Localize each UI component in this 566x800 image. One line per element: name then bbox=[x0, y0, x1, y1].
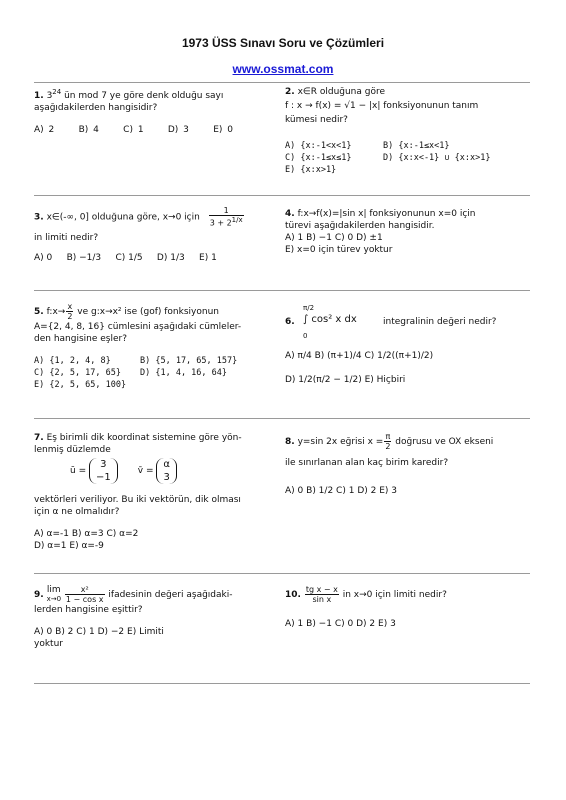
option-d: D) {1, 4, 16, 64} bbox=[140, 368, 227, 378]
question-number: 9. bbox=[34, 590, 44, 600]
question-2: 2. x∈R olduğuna göre f : x → f(x) = √1 − |x| fonksiyonunun tanım kümesi nedir? A) {x:-1<x<1} B) {x:-1≤x<1} C) {x:-1≤x≤1} D) {x:x<-1} ∪ {x:x>1} E) {x:x>1} bbox=[285, 86, 530, 176]
divider bbox=[34, 290, 530, 291]
question-text: aşağıdakilerden hangisidir? bbox=[34, 103, 158, 113]
question-number: 8. bbox=[285, 437, 295, 447]
option-e: E) Hiçbiri bbox=[364, 375, 406, 385]
option-d: D) ±1 bbox=[356, 233, 383, 243]
option-b: B) 1/2 bbox=[306, 486, 334, 496]
option-c: C) α=2 bbox=[106, 529, 139, 539]
vector-u: 3 −1 bbox=[89, 458, 118, 484]
divider bbox=[34, 82, 530, 83]
vector-v: α 3 bbox=[156, 458, 177, 484]
option-b: B) −1 bbox=[306, 233, 332, 243]
question-number: 5. bbox=[34, 307, 44, 317]
option-d: D) 1/3 bbox=[156, 252, 185, 263]
option-c: C) 1/2((π+1)/2) bbox=[364, 351, 434, 361]
question-4: 4. f:x→f(x)=|sin x| fonksiyonunun x=0 için türevi aşağıdakilerden hangisidir. A) 1 B) −1 C) 0 D) ±1 E) x=0 için türev yoktur bbox=[285, 208, 530, 256]
option-a: A) 0 bbox=[285, 486, 304, 496]
question-1: 1. $3^{24}$ ün mod 7 ye göre denk olduğu sayı aşağıdakilerden hangisidir? A) 2 B) 4 C) 1 D) 3 E) 0 bbox=[34, 86, 274, 136]
option-a: A) 0 bbox=[34, 627, 53, 637]
option-a: A) 0 bbox=[34, 252, 53, 263]
option-a: A) 2 bbox=[34, 125, 55, 135]
option-e: E) {2, 5, 65, 100} bbox=[34, 380, 127, 390]
option-b: B) 2 bbox=[55, 627, 74, 637]
site-link[interactable]: www.ossmat.com bbox=[232, 62, 334, 76]
option-e: E) α=-9 bbox=[69, 541, 104, 551]
option-b: B) 4 bbox=[78, 125, 99, 135]
option-d: D) α=1 bbox=[34, 541, 67, 551]
question-number: 2. bbox=[285, 87, 295, 97]
divider bbox=[34, 418, 530, 419]
option-a: A) 1 bbox=[285, 233, 304, 243]
option-a: A) 1 bbox=[285, 619, 304, 629]
question-number: 10. bbox=[285, 590, 301, 600]
option-e: E) Limiti bbox=[127, 627, 164, 637]
question-number: 6. bbox=[285, 317, 295, 327]
option-a: A) α=-1 bbox=[34, 529, 69, 539]
option-c: C) 1 bbox=[123, 125, 144, 135]
option-d: D) 2 bbox=[357, 486, 377, 496]
question-8: 8. y=sin 2x eğrisi x = $\frac{\pi}{2}$ doğrusu ve OX ekseni ile sınırlanan alan kaç birim karedir? A) 0 B) 1/2 C) 1 D) 2 E) 3 bbox=[285, 432, 494, 496]
question-number: 7. bbox=[34, 433, 44, 443]
question-number: 3. bbox=[34, 212, 44, 223]
question-number: 4. bbox=[285, 209, 295, 219]
option-d: D) 3 bbox=[167, 125, 189, 135]
option-c: C) 1 bbox=[336, 486, 355, 496]
option-b: B) {5, 17, 65, 157} bbox=[140, 356, 238, 366]
option-e: E) x=0 için türev yoktur bbox=[285, 245, 393, 255]
option-b: B) {x:-1≤x<1} bbox=[383, 141, 450, 151]
option-b: B) −1 bbox=[306, 619, 332, 629]
divider bbox=[34, 683, 530, 684]
option-e: E) 3 bbox=[378, 619, 396, 629]
option-e: E) 0 bbox=[213, 125, 234, 135]
option-c: C) 1 bbox=[76, 627, 95, 637]
option-b: B) −1/3 bbox=[66, 252, 102, 263]
option-c: C) 0 bbox=[334, 619, 354, 629]
option-c: C) {2, 5, 17, 65} bbox=[34, 368, 121, 378]
option-d: D) −2 bbox=[97, 627, 125, 637]
page-title: 1973 ÜSS Sınavı Soru ve Çözümleri bbox=[181, 36, 385, 50]
option-e: E) {x:x>1} bbox=[285, 165, 337, 175]
option-b: B) (π+1)/4 bbox=[314, 351, 362, 361]
question-9: 9. lim x→0 $\frac{\text{x²}}{\text{1 − cos x}}$ ifadesinin değeri aşağıdaki- lerden hangisine eşittir? A) 0 B) 2 C) 1 D) −2 E) Limiti yoktur bbox=[34, 584, 233, 649]
option-a: A) {x:-1<x<1} bbox=[285, 141, 352, 151]
option-c: C) 0 bbox=[334, 233, 354, 243]
question-10: 10. $\frac{\text{tg x − x}}{\text{sin x}}$ in x→0 için limiti nedir? A) 1 B) −1 C) 0 D) 2 E) 3 bbox=[285, 585, 447, 629]
question-number: 1. bbox=[34, 91, 44, 101]
option-e: E) 1 bbox=[199, 252, 217, 263]
option-c: C) {x:-1≤x≤1} bbox=[285, 153, 352, 163]
option-d: D) 2 bbox=[356, 619, 376, 629]
option-a: A) π/4 bbox=[285, 351, 312, 361]
question-7: 7. Eş birimli dik koordinat sistemine göre yön- lenmiş düzlemde ū = 3 −1 v̄ = α 3 vektörleri veriliyor. Bu iki vektörün, dik olması için α ne olmalıdır? A) α=-1 B) α=3 C) α=2 D) α=1 E) α=-9 bbox=[34, 433, 242, 551]
question-5: 5. f:x→ $\frac{x}{2}$ ve g:x→x² ise (gof) fonksiyonun A={2, 4, 8, 16} cümlesini aşağıdaki cümleler- den hangisine eşler? A) {1, 2, 4, 8} B) {5, 17, 65, 157} C) {2, 5, 17, 65} D) {1, 4, 16, 64} E) {2, 5, 65, 100} bbox=[34, 302, 274, 391]
option-d: D) 1/2(π/2 − 1/2) bbox=[285, 375, 362, 385]
option-d: D) {x:x<-1} ∪ {x:x>1} bbox=[383, 153, 491, 163]
option-e: E) 3 bbox=[379, 486, 398, 496]
divider bbox=[34, 573, 530, 574]
divider bbox=[34, 195, 530, 196]
option-a: A) {1, 2, 4, 8} bbox=[34, 356, 111, 366]
question-3: 3. x∈(-∞, 0] olduğuna göre, x→0 için $\frac{1}{3 + 2^{1/x}}$ in limiti nedir? A) 0 B) −1/3 C) 1/5 D) 1/3 E) 1 bbox=[34, 206, 243, 263]
option-b: B) α=3 bbox=[71, 529, 104, 539]
question-6: 6. π/2 ∫ cos² x dx 0 integralinin değeri nedir? A) π/4 B) (π+1)/4 C) 1/2((π+1)/2) D) 1/2(π/2 − 1/2) E) Hiçbiri bbox=[285, 304, 497, 385]
option-c: C) 1/5 bbox=[115, 252, 143, 263]
